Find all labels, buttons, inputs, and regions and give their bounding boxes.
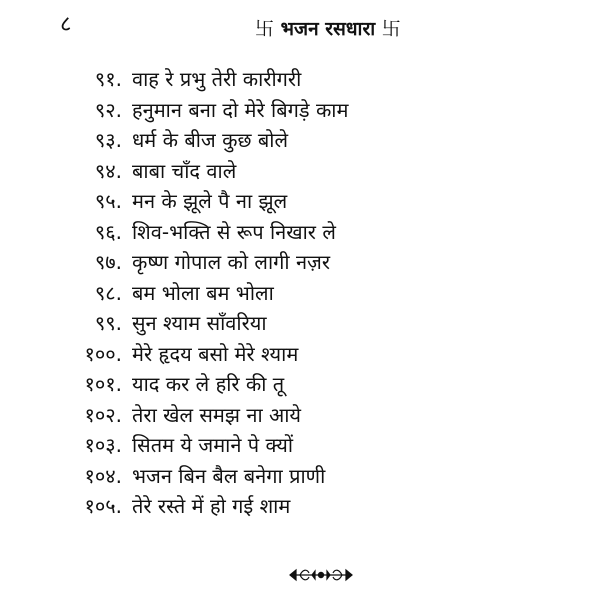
floral-divider-icon [286,565,356,585]
item-number: ९६. [94,219,122,244]
item-title: बम भोला बम भोला [132,280,274,305]
list-item [0,339,600,370]
item-number: १०५. [84,494,122,518]
item-title: बाबा चाँद वाले [132,158,237,183]
item-number: १०३. [84,433,122,457]
contents-list [0,64,600,522]
list-item [0,369,600,400]
list-item [0,247,600,278]
list-item [0,64,600,95]
item-number: ९१. [94,67,122,91]
list-item [0,308,600,339]
list-item [0,186,600,217]
list-item [0,125,600,156]
item-number: १०२. [84,402,122,427]
list-item [0,430,600,461]
item-number: १०४. [84,463,122,488]
item-number: ९४. [94,158,122,183]
item-number: ९३. [94,128,122,152]
item-title: कृष्ण गोपाल को लागी नज़र [132,250,331,274]
item-title: याद कर ले हरि की तू [132,372,285,396]
item-title: तेरे रस्ते में हो गई शाम [132,494,291,518]
item-title: वाह रे प्रभु तेरी कारीगरी [132,67,302,91]
item-number: ९९. [94,311,122,335]
item-title: धर्म के बीज कुछ बोले [132,128,289,152]
item-title: सुन श्याम साँवरिया [132,311,267,335]
page-number: ८ [60,12,72,37]
item-title: भजन बिन बैल बनेगा प्राणी [132,463,326,488]
item-title: शिव-भक्ति से रूप निखार ले [132,219,336,244]
item-number: १०१. [84,372,122,396]
book-title: भजन रसधारा [280,18,376,40]
item-title: सितम ये जमाने पे क्यों [132,433,294,457]
item-title: मेरे हृदय बसो मेरे श्याम [132,341,299,366]
item-title: तेरा खेल समझ ना आये [132,402,302,427]
item-title: मन के झूले पै ना झूल [132,189,288,213]
list-item [0,461,600,492]
item-number: ९२. [94,97,122,122]
swastika-right-icon: 卐 [381,18,401,40]
list-item [0,400,600,431]
item-number: ९८. [94,280,122,305]
list-item [0,156,600,187]
list-item [0,278,600,309]
item-number: ९५. [94,189,122,213]
item-number: १००. [84,341,122,366]
list-item [0,491,600,522]
item-number: ९७. [94,250,122,274]
list-item [0,217,600,248]
list-item [0,95,600,126]
swastika-left-icon: 卐 [255,18,275,40]
item-title: हनुमान बना दो मेरे बिगड़े काम [132,97,349,122]
running-header [255,20,401,39]
